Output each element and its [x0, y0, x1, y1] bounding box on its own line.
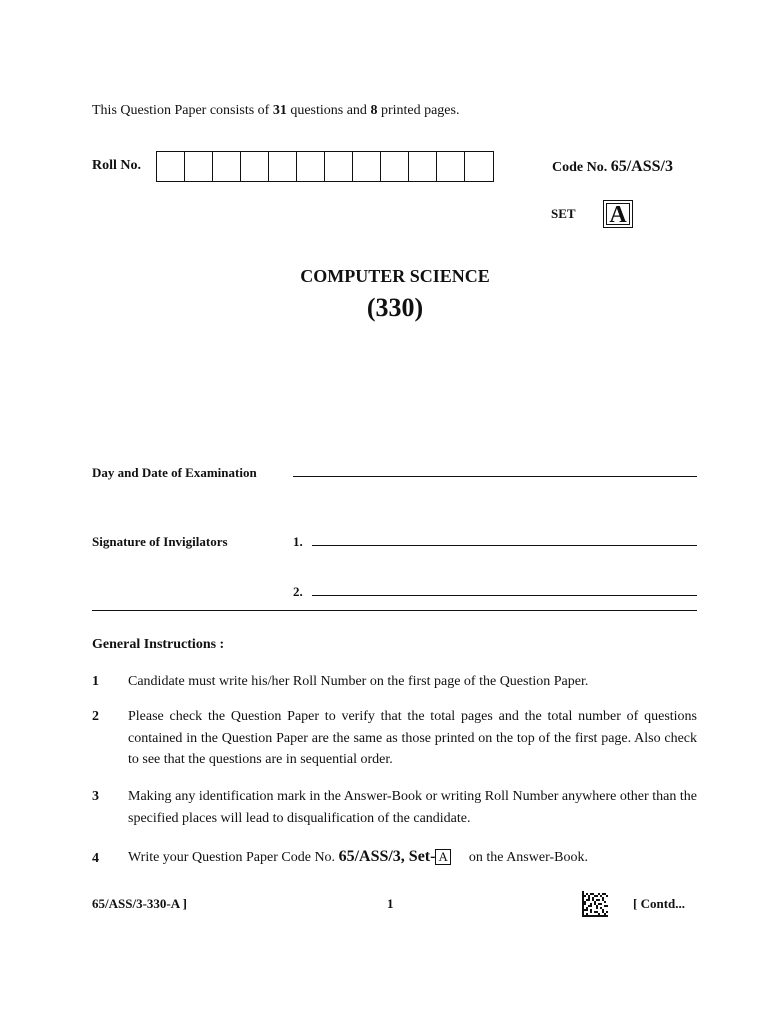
instructions-title: General Instructions :: [92, 637, 225, 652]
roll-number-label: Roll No.: [92, 158, 141, 173]
exam-date-label: Day and Date of Examination: [92, 465, 257, 480]
code-number-value: 65/ASS/3: [610, 158, 673, 175]
roll-number-box[interactable]: [353, 152, 381, 181]
page-number: 1: [387, 896, 394, 911]
code-number: [552, 158, 673, 176]
instruction-text: Please check the Question Paper to verify that the total pages and the total number of questions contained in the Question Paper are the same as those printed on the top of the first page. Also check to see that the questions are in sequential order.: [128, 709, 697, 767]
set-box: A: [603, 200, 633, 228]
instruction-number: 3: [92, 789, 99, 804]
roll-number-box[interactable]: [381, 152, 409, 181]
roll-number-box[interactable]: [241, 152, 269, 181]
instruction-number: 4: [92, 851, 99, 866]
invigilators-label: Signature of Invigilators: [92, 534, 228, 549]
roll-number-box[interactable]: [185, 152, 213, 181]
invigilator-1-number: 1.: [293, 534, 303, 549]
roll-number-boxes: [156, 151, 494, 182]
subject-title: COMPUTER SCIENCE: [300, 266, 490, 286]
exam-date-line: [293, 476, 697, 477]
invigilator-2-line: [312, 595, 697, 596]
roll-number-box[interactable]: [157, 152, 185, 181]
questions-count: 31: [272, 103, 287, 118]
instruction-text: Write your Question Paper Code No. 65/ASS/3, Set- A on the Answer-Book.: [128, 848, 588, 865]
invigilator-1-line: [312, 545, 697, 546]
roll-number-box[interactable]: [269, 152, 297, 181]
question-paper-summary: This Question Paper consists of 31 questions and 8 printed pages.: [92, 103, 460, 118]
footer-paper-id: 65/ASS/3-330-A ]: [92, 896, 187, 911]
paper-code: 65/ASS/3, Set-: [338, 848, 436, 865]
invigilator-2-number: 2.: [293, 584, 303, 599]
set-inline-box: A: [435, 849, 450, 865]
subject-code: (330): [366, 293, 424, 322]
code-number-label: Code No.: [552, 160, 608, 175]
roll-number-box[interactable]: [409, 152, 437, 181]
instruction-number: 1: [92, 674, 99, 689]
set-label: SET: [551, 206, 576, 221]
roll-number-box[interactable]: [213, 152, 241, 181]
roll-number-box[interactable]: [325, 152, 353, 181]
qr-code-icon: [582, 891, 608, 917]
pages-count: 8: [370, 103, 378, 118]
continued-label: [ Contd...: [633, 896, 686, 911]
roll-number-box[interactable]: [297, 152, 325, 181]
instruction-text: Candidate must write his/her Roll Number on the first page of the Question Paper.: [128, 674, 589, 689]
instruction-number: 2: [92, 709, 99, 724]
instruction-text: Making any identification mark in the Answer-Book or writing Roll Number anywhere other than the specified places will lead to disqualification of the candidate.: [128, 789, 697, 826]
roll-number-box[interactable]: [465, 152, 493, 181]
section-divider: [92, 610, 697, 611]
roll-number-box[interactable]: [437, 152, 465, 181]
